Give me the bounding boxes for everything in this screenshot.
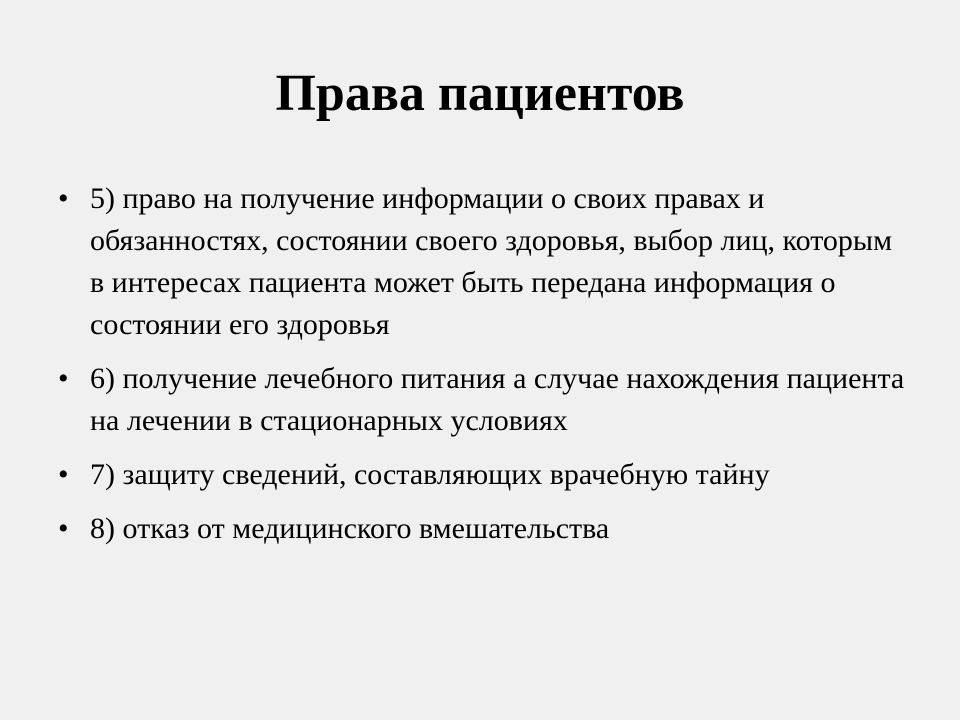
list-item-text: 8) отказ от медицинского вмешательства <box>90 512 610 545</box>
bullet-icon: • <box>58 458 69 491</box>
list-item <box>58 454 908 496</box>
list-item-text: 7) защиту сведений, составляющих врачебную тайну <box>90 458 770 491</box>
bullet-list <box>58 178 908 562</box>
bullet-icon: • <box>58 182 69 215</box>
list-item <box>58 178 908 346</box>
list-item <box>58 508 908 550</box>
slide-title: Права пациентов <box>275 65 685 122</box>
bullet-icon: • <box>58 512 69 545</box>
list-item-text: 6) получение лечебного питания а случае нахождения пациента на лечении в стационарных условиях <box>90 362 905 437</box>
bullet-icon: • <box>58 362 69 395</box>
list-item <box>58 358 908 442</box>
list-item-text: 5) право на получение информации о своих правах и обязанностях, состоянии своего здоровья, выбор лиц, которым в интересах пациента может быть передана информация о состоянии его здоровья <box>90 182 893 341</box>
